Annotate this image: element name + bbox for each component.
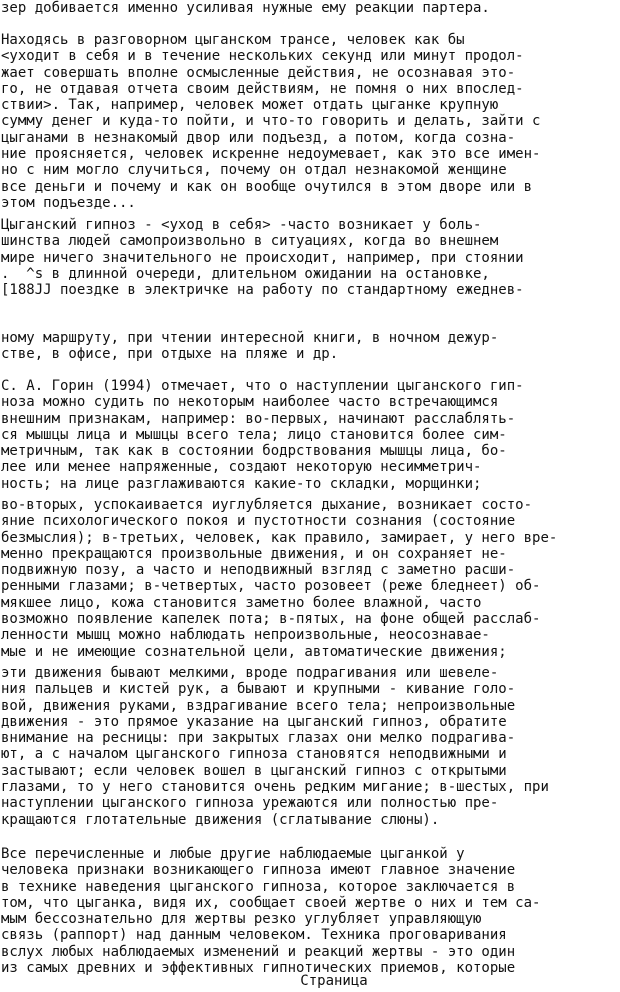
text-line: стве, в офисе, при отдыхе на пляже и др. <box>1 346 339 363</box>
text-line: ся мышцы лица и мышцы всего тела; лицо становится более сим- <box>1 426 507 443</box>
text-line: Все перечисленные и любые другие наблюдаемые цыганкой у <box>1 846 465 862</box>
text-line: из самых древних и эффективных гипнотических приемов, которые <box>1 960 516 977</box>
text-line: все деньги и почему и как он вообще очутился в этом дворе или в <box>1 178 533 195</box>
text-line: го, не отдавая отчета своим действиям, не помня о них впослед- <box>1 80 524 97</box>
text-line: ность; на лице разглаживаются какие-то складки, морщинки; <box>1 475 482 492</box>
text-line: том, что цыганка, видя их, сообщает своей жертве о них и тем са- <box>1 894 541 911</box>
text-line: ние проясняется, человек искренне недоумевает, как это все имен- <box>1 146 541 163</box>
text-line: внешним признакам, например: во-первых, начинают расслаблять- <box>1 410 516 427</box>
text-line: цыганами в незнакомый двор или подъезд, а потом, когда созна- <box>1 129 516 146</box>
text-line: глазами, то у него становится очень редким мигание; в-шестых, при <box>1 779 549 796</box>
text-line: мым бессознательно для жертвы резко углубляет управляющую <box>1 911 482 928</box>
paragraph-4 <box>1 330 498 363</box>
footer-page-label: Страница <box>300 973 368 989</box>
text-line: мые и не имеющие сознательной цели, автоматические движения; <box>1 643 507 660</box>
text-line: менно прекращаются произвольные движения, и он сохраняет не- <box>1 545 507 562</box>
text-line: в технике наведения цыганского гипноза, которое заключается в <box>1 878 516 895</box>
paragraph-2 <box>1 32 540 211</box>
text-line: застывают; если человек вошел в цыганский гипноз с открытыми <box>1 762 507 779</box>
text-line: зер добивается именно усиливая нужные ему реакции партера. <box>1 0 490 16</box>
paragraph-6 <box>1 497 557 660</box>
page-footer <box>0 973 620 989</box>
text-line: ют, а с началом цыганского гипноза становятся неподвижными и <box>1 746 507 763</box>
text-line: движения - это прямое указание на цыганский гипноз, обратите <box>1 713 507 730</box>
text-line: жает совершать вполне осмысленные действия, не осознавая это- <box>1 64 516 81</box>
text-line: ствии>. Так, например, человек может отдать цыганке крупную <box>1 97 499 114</box>
text-line: вой, движения руками, вздрагивание всего тела; непроизвольные <box>1 697 516 714</box>
paragraph-1 <box>1 0 490 16</box>
text-line: эти движения бывают мелкими, вроде подрагивания или шевеле- <box>1 665 499 681</box>
text-line: связь (раппорт) над данным человеком. Техника проговаривания <box>1 927 507 944</box>
text-line: внимание на ресницы: при закрытых глазах они мелко подрагива- <box>1 730 516 747</box>
text-line: мякшее лицо, кожа становится заметно более влажной, часто <box>1 594 482 611</box>
text-line: . ^s в длинной очереди, длительном ожидании на остановке, <box>1 265 490 282</box>
text-line: Цыганский гипноз - <уход в себя> -часто возникает у боль- <box>1 217 482 233</box>
text-line: Находясь в разговорном цыганском трансе, человек как бы <box>1 32 465 48</box>
text-line: мире ничего значительного не происходит, например, при стоянии <box>1 249 524 266</box>
text-line: яние психологического покоя и пустотности сознания (состояние <box>1 513 516 530</box>
text-line: <уходит в себя и в течение нескольких секунд или минут продол- <box>1 48 524 65</box>
text-line: ноза можно судить по некоторым наиболее часто встречающимся <box>1 394 499 411</box>
text-line: но с ним могло случиться, почему он отдал незнакомой женщине <box>1 162 507 179</box>
text-line: сумму денег и куда-то пойти, и что-то говорить и делать, зайти с <box>1 113 541 130</box>
paragraph-7 <box>1 665 549 828</box>
text-line: подвижную позу, а часто и неподвижный взгляд с заметно расши- <box>1 562 516 579</box>
text-line: лее или менее напряженные, создают некоторую несимметрич- <box>1 459 482 476</box>
text-line: этом подъезде... <box>1 194 136 211</box>
text-line: метричным, так как в состоянии бодрствования мышцы лица, бо- <box>1 443 507 460</box>
text-line: безмыслия); в-третьих, человек, как правило, замирает, у него вре- <box>1 529 558 546</box>
text-line: возможно появление капелек пота; в-пятых, на фоне общей расслаб- <box>1 611 541 628</box>
text-line: ному маршруту, при чтении интересной книги, в ночном дежур- <box>1 330 499 346</box>
text-line: ленности мышц можно наблюдать непроизвольные, неосознавае- <box>1 627 490 644</box>
text-line: кращаются глотательные движения (сглатывание слюны). <box>1 811 440 828</box>
text-line: шинства людей самопроизвольно в ситуациях, когда во внешнем <box>1 233 499 250</box>
text-line: вслух любых наблюдаемых изменений и реакций жертвы - это один <box>1 943 516 960</box>
paragraph-5 <box>1 378 524 492</box>
paragraph-3 <box>1 217 524 298</box>
text-line: наступлении цыганского гипноза урежаются или полностью пре- <box>1 795 499 812</box>
text-line: ния пальцев и кистей рук, а бывают и крупными - кивание голо- <box>1 681 516 698</box>
text-line: ренными глазами; в-четвертых, часто розовеет (реже бледнеет) об- <box>1 578 541 595</box>
text-line: во-вторых, успокаивается иуглубляется дыхание, возникает состо- <box>1 497 533 513</box>
text-line: человека признаки возникающего гипноза имеют главное значение <box>1 862 516 879</box>
text-line: [188JJ поездке в электричке на работу по стандартному ежеднев- <box>1 282 524 299</box>
paragraph-8 <box>1 846 540 976</box>
text-line: С. А. Горин (1994) отмечает, что о наступлении цыганского гип- <box>1 378 524 394</box>
